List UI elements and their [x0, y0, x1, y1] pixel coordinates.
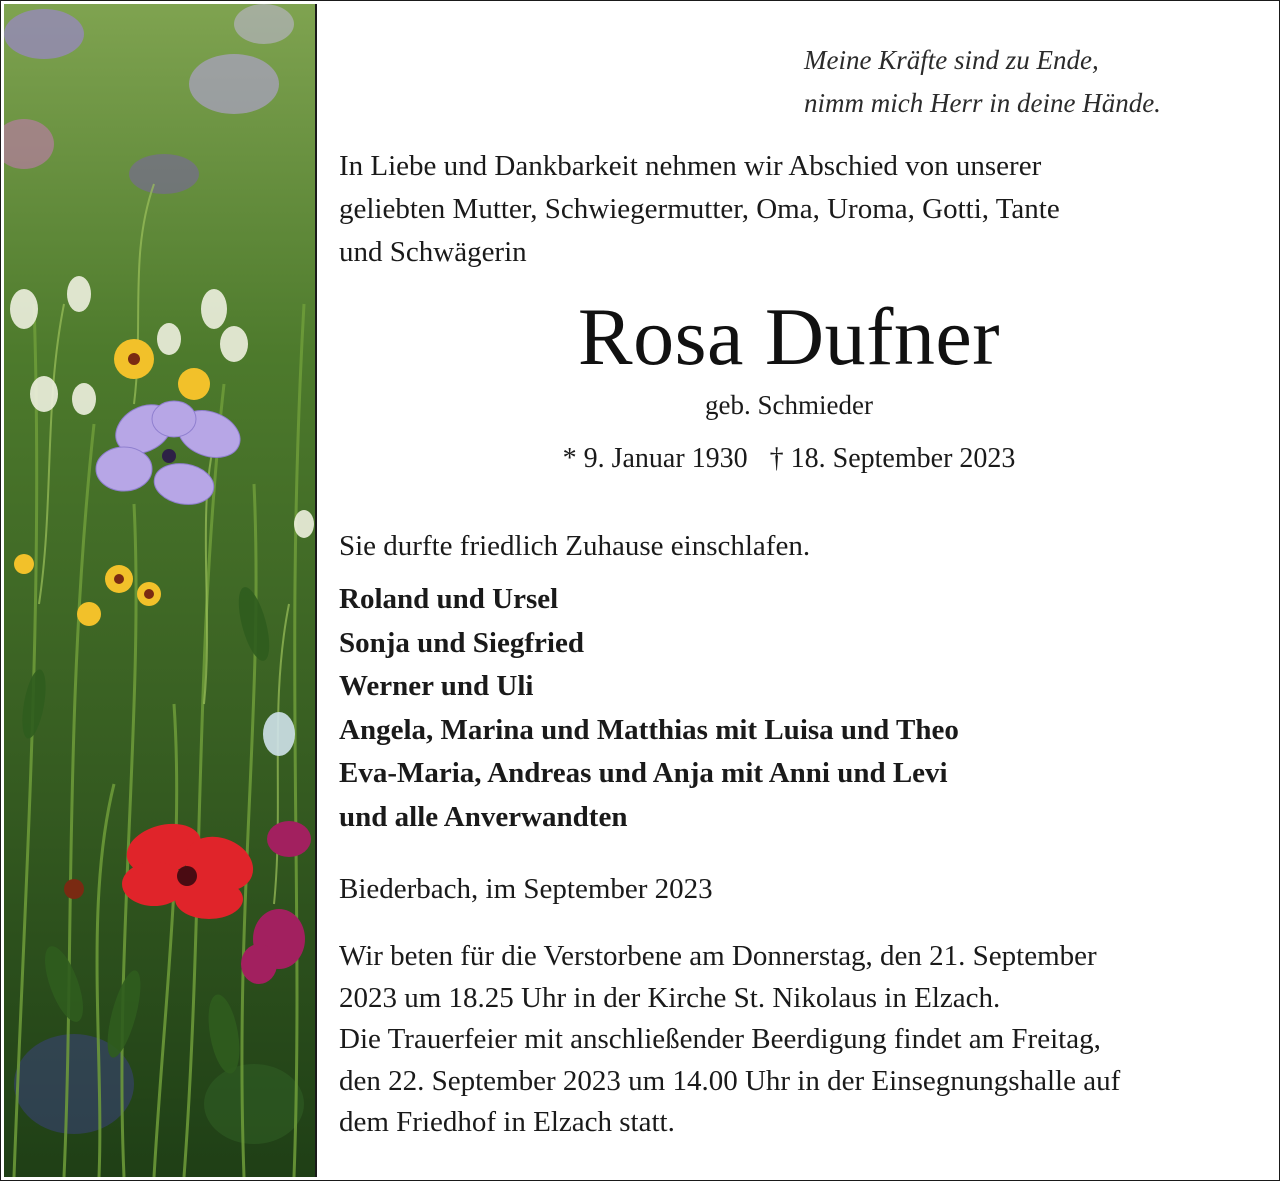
mourners-list: [339, 578, 959, 839]
motto-line: nimm mich Herr in deine Hände.: [804, 88, 1161, 118]
notice-line: Die Trauerfeier mit anschließender Beerdigung findet am Freitag,: [339, 1023, 1101, 1055]
deceased-name: Rosa Dufner: [577, 291, 1001, 382]
motto-line: Meine Kräfte sind zu Ende,: [804, 45, 1099, 75]
death-date: † 18. September 2023: [769, 443, 1016, 474]
statement: Sie durfte friedlich Zuhause einschlafen.: [339, 530, 811, 562]
intro-line: und Schwägerin: [339, 236, 527, 268]
mourner-line: Eva-Maria, Andreas und Anja mit Anni und Levi: [339, 757, 948, 789]
notice-line: 2023 um 18.25 Uhr in der Kirche St. Nikolaus in Elzach.: [339, 981, 1001, 1014]
intro-text: [339, 145, 1239, 274]
notice-line: dem Friedhof in Elzach statt.: [339, 1106, 675, 1138]
wildflower-meadow-image: [4, 4, 315, 1177]
life-dates: [339, 438, 1239, 480]
intro-line: geliebten Mutter, Schwiegermutter, Oma, Uroma, Gotti, Tante: [339, 193, 1060, 225]
mourner-line: Sonja und Siegfried: [339, 626, 584, 659]
mourner-line: Angela, Marina und Matthias mit Luisa und Theo: [339, 713, 959, 746]
mourner-line: Roland und Ursel: [339, 583, 559, 615]
mourner-line: Werner und Uli: [339, 670, 534, 702]
place-date: Biederbach, im September 2023: [339, 873, 713, 905]
service-notice: [339, 936, 1244, 1144]
birth-name: geb. Schmieder: [705, 390, 873, 420]
motto: [804, 39, 1161, 125]
mourner-line: und alle Anverwandten: [339, 800, 628, 833]
intro-line: In Liebe und Dankbarkeit nehmen wir Abschied von unserer: [339, 150, 1042, 182]
notice-line: Wir beten für die Verstorbene am Donnerstag, den 21. September: [339, 940, 1097, 972]
divider: [315, 4, 317, 1177]
birth-date: * 9. Januar 1930: [562, 443, 748, 474]
notice-line: den 22. September 2023 um 14.00 Uhr in der Einsegnungshalle auf: [339, 1064, 1121, 1097]
